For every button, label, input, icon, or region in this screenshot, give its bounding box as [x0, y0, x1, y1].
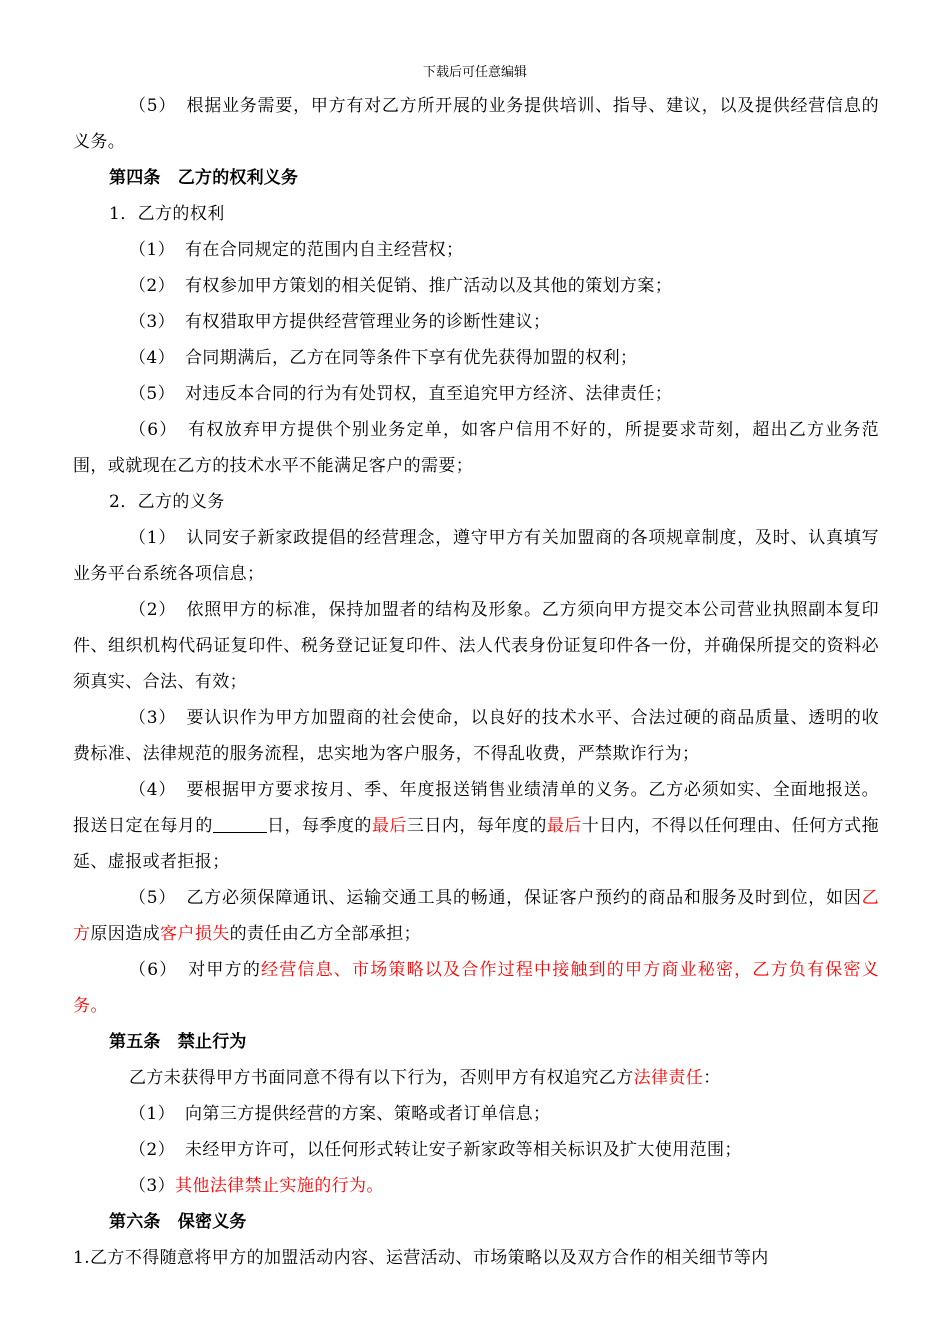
list-item: （5） 对违反本合同的行为有处罚权，直至追究甲方经济、法律责任；: [129, 384, 673, 404]
list-item: （1） 向第三方提供经营的方案、策略或者订单信息；: [129, 1104, 551, 1124]
list-item: （2） 有权参加甲方策划的相关促销、推广活动以及其他的策划方案；: [129, 276, 673, 296]
fill-in-blank: [213, 814, 267, 833]
article-heading: 第六条 保密义务: [109, 1212, 247, 1232]
document-body: [73, 88, 879, 1276]
section-heading: 2．乙方的义务: [109, 492, 225, 512]
list-item: （2） 依照甲方的标准，保持加盟者的结构及形象。乙方须向甲方提交本公司营业执照副本复印件、组织机构代码证复印件、税务登记证复印件、法人代表身份证复印件各一份，并确保所提交的资料必须真实、合法、有效；: [73, 600, 879, 692]
highlight-text: 最后: [546, 816, 582, 836]
list-item: （6） 有权放弃甲方提供个别业务定单，如客户信用不好的，所提要求苛刻，超出乙方业务范围，或就现在乙方的技术水平不能满足客户的需要；: [73, 420, 879, 476]
highlight-text: 其他法律禁止实施的行为。: [175, 1176, 384, 1196]
highlight-text: 乙方: [73, 888, 879, 944]
highlight-text: 客户损失: [160, 924, 230, 944]
paragraph: 乙方未获得甲方书面同意不得有以下行为，否则甲方有权追究乙方法律责任：: [129, 1068, 721, 1088]
list-item: （3） 要认识作为甲方加盟商的社会使命，以良好的技术水平、合法过硬的商品质量、透明的收费标准、法律规范的服务流程，忠实地为客户服务，不得乱收费，严禁欺诈行为；: [73, 708, 879, 764]
article-heading: 第五条 禁止行为: [109, 1032, 247, 1052]
page-header: 下载后可任意编辑: [422, 65, 527, 80]
paragraph: 1.乙方不得随意将甲方的加盟活动内容、运营活动、市场策略以及双方合作的相关细节等内: [73, 1248, 769, 1268]
article-heading: 第四条 乙方的权利义务: [109, 168, 299, 188]
paragraph: （5） 根据业务需要，甲方有对乙方所开展的业务提供培训、指导、建议，以及提供经营信息的义务。: [73, 96, 879, 152]
highlight-text: 经营信息、市场策略以及合作过程中接触到的甲方商业秘密，乙方负有保密义务。: [73, 960, 879, 1016]
section-heading: 1．乙方的权利: [109, 204, 225, 224]
highlight-text: 法律责任: [633, 1068, 704, 1088]
highlight-text: 最后: [371, 816, 407, 836]
list-item: （4） 要根据甲方要求按月、季、年度报送销售业绩清单的义务。乙方必须如实、全面地报送。报送日定在每月的 日，每季度的最后三日内，每年度的最后十日内，不得以任何理由、任何方式拖延、虚报或者拒报；: [73, 780, 879, 872]
list-item: （1） 有在合同规定的范围内自主经营权；: [129, 240, 464, 260]
list-item: （1） 认同安子新家政提倡的经营理念，遵守甲方有关加盟商的各项规章制度，及时、认真填写业务平台系统各项信息；: [73, 528, 879, 584]
list-item: （3） 有权猎取甲方提供经营管理业务的诊断性建议；: [129, 312, 551, 332]
list-item: （2） 未经甲方许可，以任何形式转让安子新家政等相关标识及扩大使用范围；: [129, 1140, 742, 1160]
list-item: （5） 乙方必须保障通讯、运输交通工具的畅通，保证客户预约的商品和服务及时到位，如因乙方原因造成客户损失的责任由乙方全部承担；: [73, 888, 879, 944]
list-item: （3）其他法律禁止实施的行为。: [129, 1176, 384, 1196]
list-item: （4） 合同期满后，乙方在同等条件下享有优先获得加盟的权利；: [129, 348, 638, 368]
list-item: （6） 对甲方的经营信息、市场策略以及合作过程中接触到的甲方商业秘密，乙方负有保密义务。: [73, 960, 879, 1016]
